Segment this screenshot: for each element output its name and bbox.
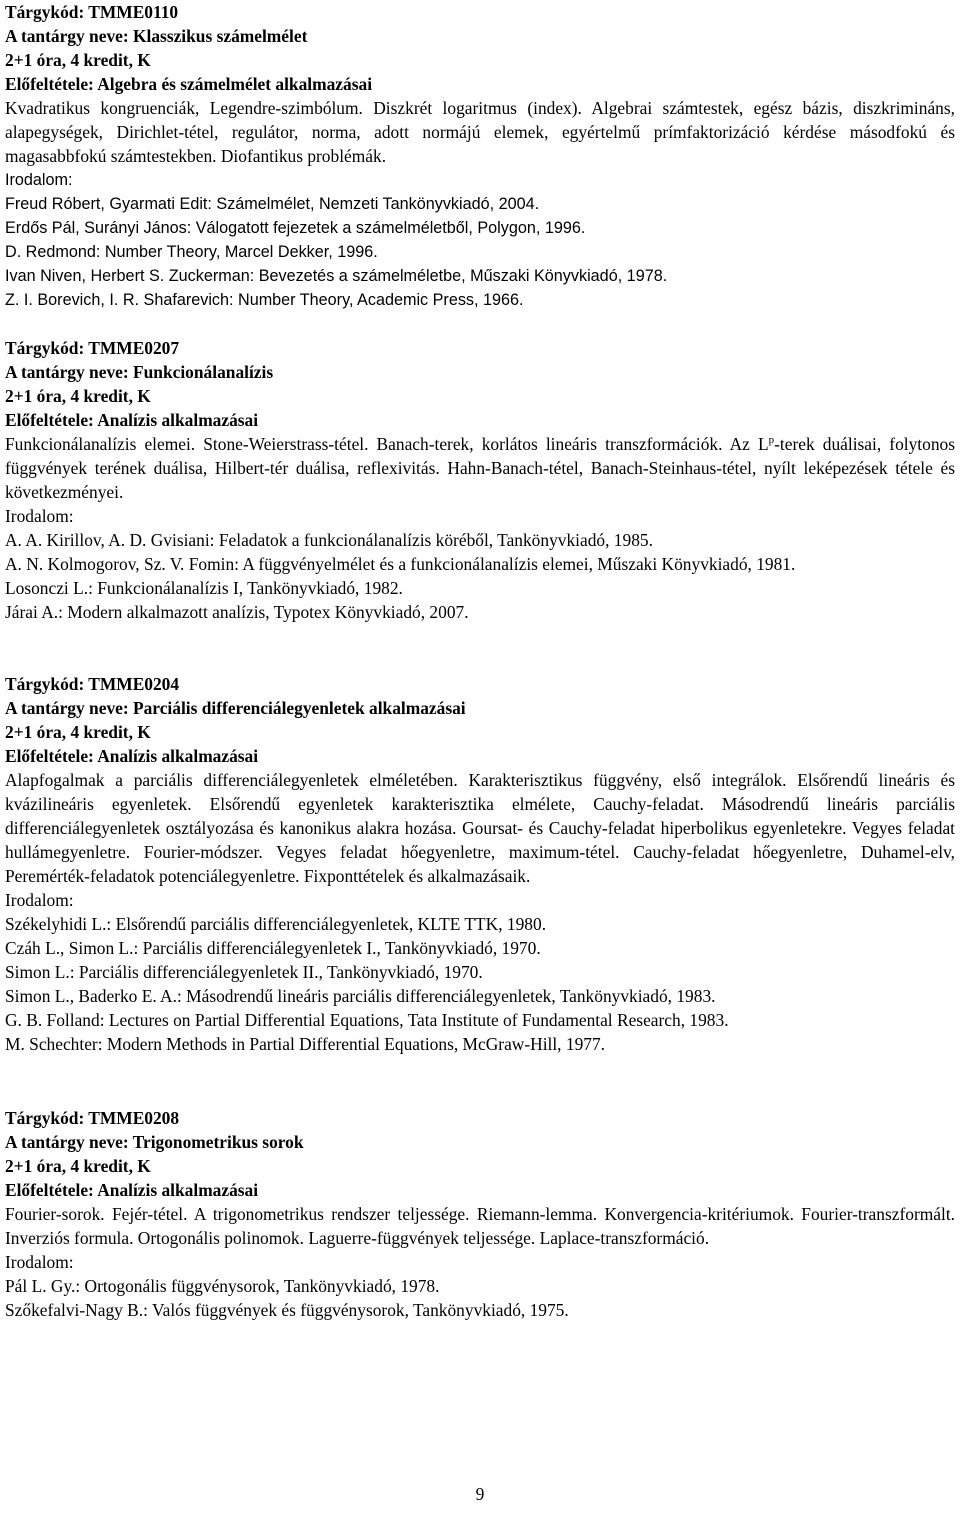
course-description-part-a: Funkcionálanalízis elemei. Stone-Weierstrass-tétel. Banach-terek, korlátos lineáris transzformációk. Az L: [5, 434, 769, 454]
course-hours: 2+1 óra, 4 kredit, K: [5, 722, 151, 742]
reference-item: A. A. Kirillov, A. D. Gvisiani: Feladatok a funkcionálanalízis köréből, Tankönyvkiadó, 1985.: [5, 530, 653, 550]
course-prereq: Előfeltétele: Algebra és számelmélet alkalmazásai: [5, 74, 373, 94]
course-block-tmme0204: [5, 672, 955, 1056]
course-block-tmme0208: [5, 1106, 955, 1322]
course-description: Fourier-sorok. Fejér-tétel. A trigonometrikus rendszer teljessége. Riemann-lemma. Konvergencia-kritériumok. Fourier-transzformált. Inverziós formula. Ortogonális polinomok. Laguerre-függvények teljessége. Laplace-transzformáció.: [5, 1204, 955, 1248]
reference-item: Z. I. Borevich, I. R. Shafarevich: Number Theory, Academic Press, 1966.: [5, 291, 524, 309]
reference-item: Erdős Pál, Surányi János: Válogatott fejezetek a számelméletből, Polygon, 1996.: [5, 219, 586, 237]
reference-item: Simon L., Baderko E. A.: Másodrendű lineáris parciális differenciálegyenletek, Tankönyvkiadó, 1983.: [5, 986, 716, 1006]
course-prereq: Előfeltétele: Analízis alkalmazásai: [5, 746, 259, 766]
references-label: Irodalom:: [5, 171, 73, 189]
course-code: Tárgykód: TMME0207: [5, 338, 180, 358]
course-name: A tantárgy neve: Klasszikus számelmélet: [5, 26, 308, 46]
course-block-tmme0110: [5, 0, 955, 312]
reference-item: M. Schechter: Modern Methods in Partial Differential Equations, McGraw-Hill, 1977.: [5, 1034, 606, 1054]
course-description-part-b: -terek duálisai, folytonos függvények terének duálisa, Hilbert-tér duálisa, reflexivitás. Hahn-Banach-tétel, Banach-Steinhaus-tétel, nyílt leképezések tétele és következményei.: [5, 434, 955, 502]
references-label: Irodalom:: [5, 506, 74, 526]
reference-item: Simon L.: Parciális differenciálegyenletek II., Tankönyvkiadó, 1970.: [5, 962, 483, 982]
reference-item: A. N. Kolmogorov, Sz. V. Fomin: A függvényelmélet és a funkcionálanalízis elemei, Műszaki Könyvkiadó, 1981.: [5, 554, 796, 574]
reference-item: Pál L. Gy.: Ortogonális függvénysorok, Tankönyvkiadó, 1978.: [5, 1276, 440, 1296]
reference-item: Szőkefalvi-Nagy B.: Valós függvények és függvénysorok, Tankönyvkiadó, 1975.: [5, 1300, 569, 1320]
course-hours: 2+1 óra, 4 kredit, K: [5, 386, 151, 406]
reference-item: G. B. Folland: Lectures on Partial Differential Equations, Tata Institute of Fundamental Research, 1983.: [5, 1010, 729, 1030]
course-name: A tantárgy neve: Trigonometrikus sorok: [5, 1132, 304, 1152]
page-number: 9: [475, 1484, 485, 1504]
course-prereq: Előfeltétele: Analízis alkalmazásai: [5, 410, 259, 430]
superscript-p: p: [768, 434, 775, 447]
reference-item: Freud Róbert, Gyarmati Edit: Számelmélet, Nemzeti Tankönyvkiadó, 2004.: [5, 195, 540, 213]
reference-item: Járai A.: Modern alkalmazott analízis, Typotex Könyvkiadó, 2007.: [5, 602, 469, 622]
references-label: Irodalom:: [5, 890, 74, 910]
reference-item: Losonczi L.: Funkcionálanalízis I, Tankönyvkiadó, 1982.: [5, 578, 403, 598]
course-name: A tantárgy neve: Funkcionálanalízis: [5, 362, 274, 382]
course-description: Alapfogalmak a parciális differenciálegyenletek elméletében. Karakterisztikus függvény, első integrálok. Elsőrendű lineáris és kvázilineáris egyenletek. Elsőrendű egyenletek karakterisztika elmélete, Cauchy-feladat. Másodrendű lineáris parciális differenciálegyenletek osztályozása és kanonikus alakra hozása. Goursat- és Cauchy-feladat hiperbolikus egyenletekre. Vegyes feladat hullámegyenletre. Fourier-módszer. Vegyes feladat hőegyenletre, maximum-tétel. Cauchy-feladat hőegyenletre, Duhamel-elv, Peremérték-feladatok potenciálegyenletre. Fixponttételek és alkalmazásaik.: [5, 770, 955, 886]
reference-item: Ivan Niven, Herbert S. Zuckerman: Bevezetés a számelméletbe, Műszaki Könyvkiadó, 1978.: [5, 267, 668, 285]
course-name: A tantárgy neve: Parciális differenciálegyenletek alkalmazásai: [5, 698, 466, 718]
course-prereq: Előfeltétele: Analízis alkalmazásai: [5, 1180, 259, 1200]
course-block-tmme0207: [5, 336, 955, 624]
references-label: Irodalom:: [5, 1252, 74, 1272]
course-code: Tárgykód: TMME0204: [5, 674, 180, 694]
reference-item: Czáh L., Simon L.: Parciális differenciálegyenletek I., Tankönyvkiadó, 1970.: [5, 938, 541, 958]
course-hours: 2+1 óra, 4 kredit, K: [5, 1156, 151, 1176]
reference-item: D. Redmond: Number Theory, Marcel Dekker, 1996.: [5, 243, 378, 261]
course-code: Tárgykód: TMME0208: [5, 1108, 180, 1128]
course-code: Tárgykód: TMME0110: [5, 2, 179, 22]
course-description: Kvadratikus kongruenciák, Legendre-szimbólum. Diszkrét logaritmus (index). Algebrai számtestek, egész bázis, diszkrimináns, alapegységek, Dirichlet-tétel, regulátor, norma, adott normájú elemek, egyértelmű prímfaktorizáció kérdése másodfokú és magasabbfokú számtestekben. Diofantikus problémák.: [5, 98, 955, 166]
course-description: [5, 432, 955, 504]
course-hours: 2+1 óra, 4 kredit, K: [5, 50, 151, 70]
reference-item: Székelyhidi L.: Elsőrendű parciális differenciálegyenletek, KLTE TTK, 1980.: [5, 914, 547, 934]
